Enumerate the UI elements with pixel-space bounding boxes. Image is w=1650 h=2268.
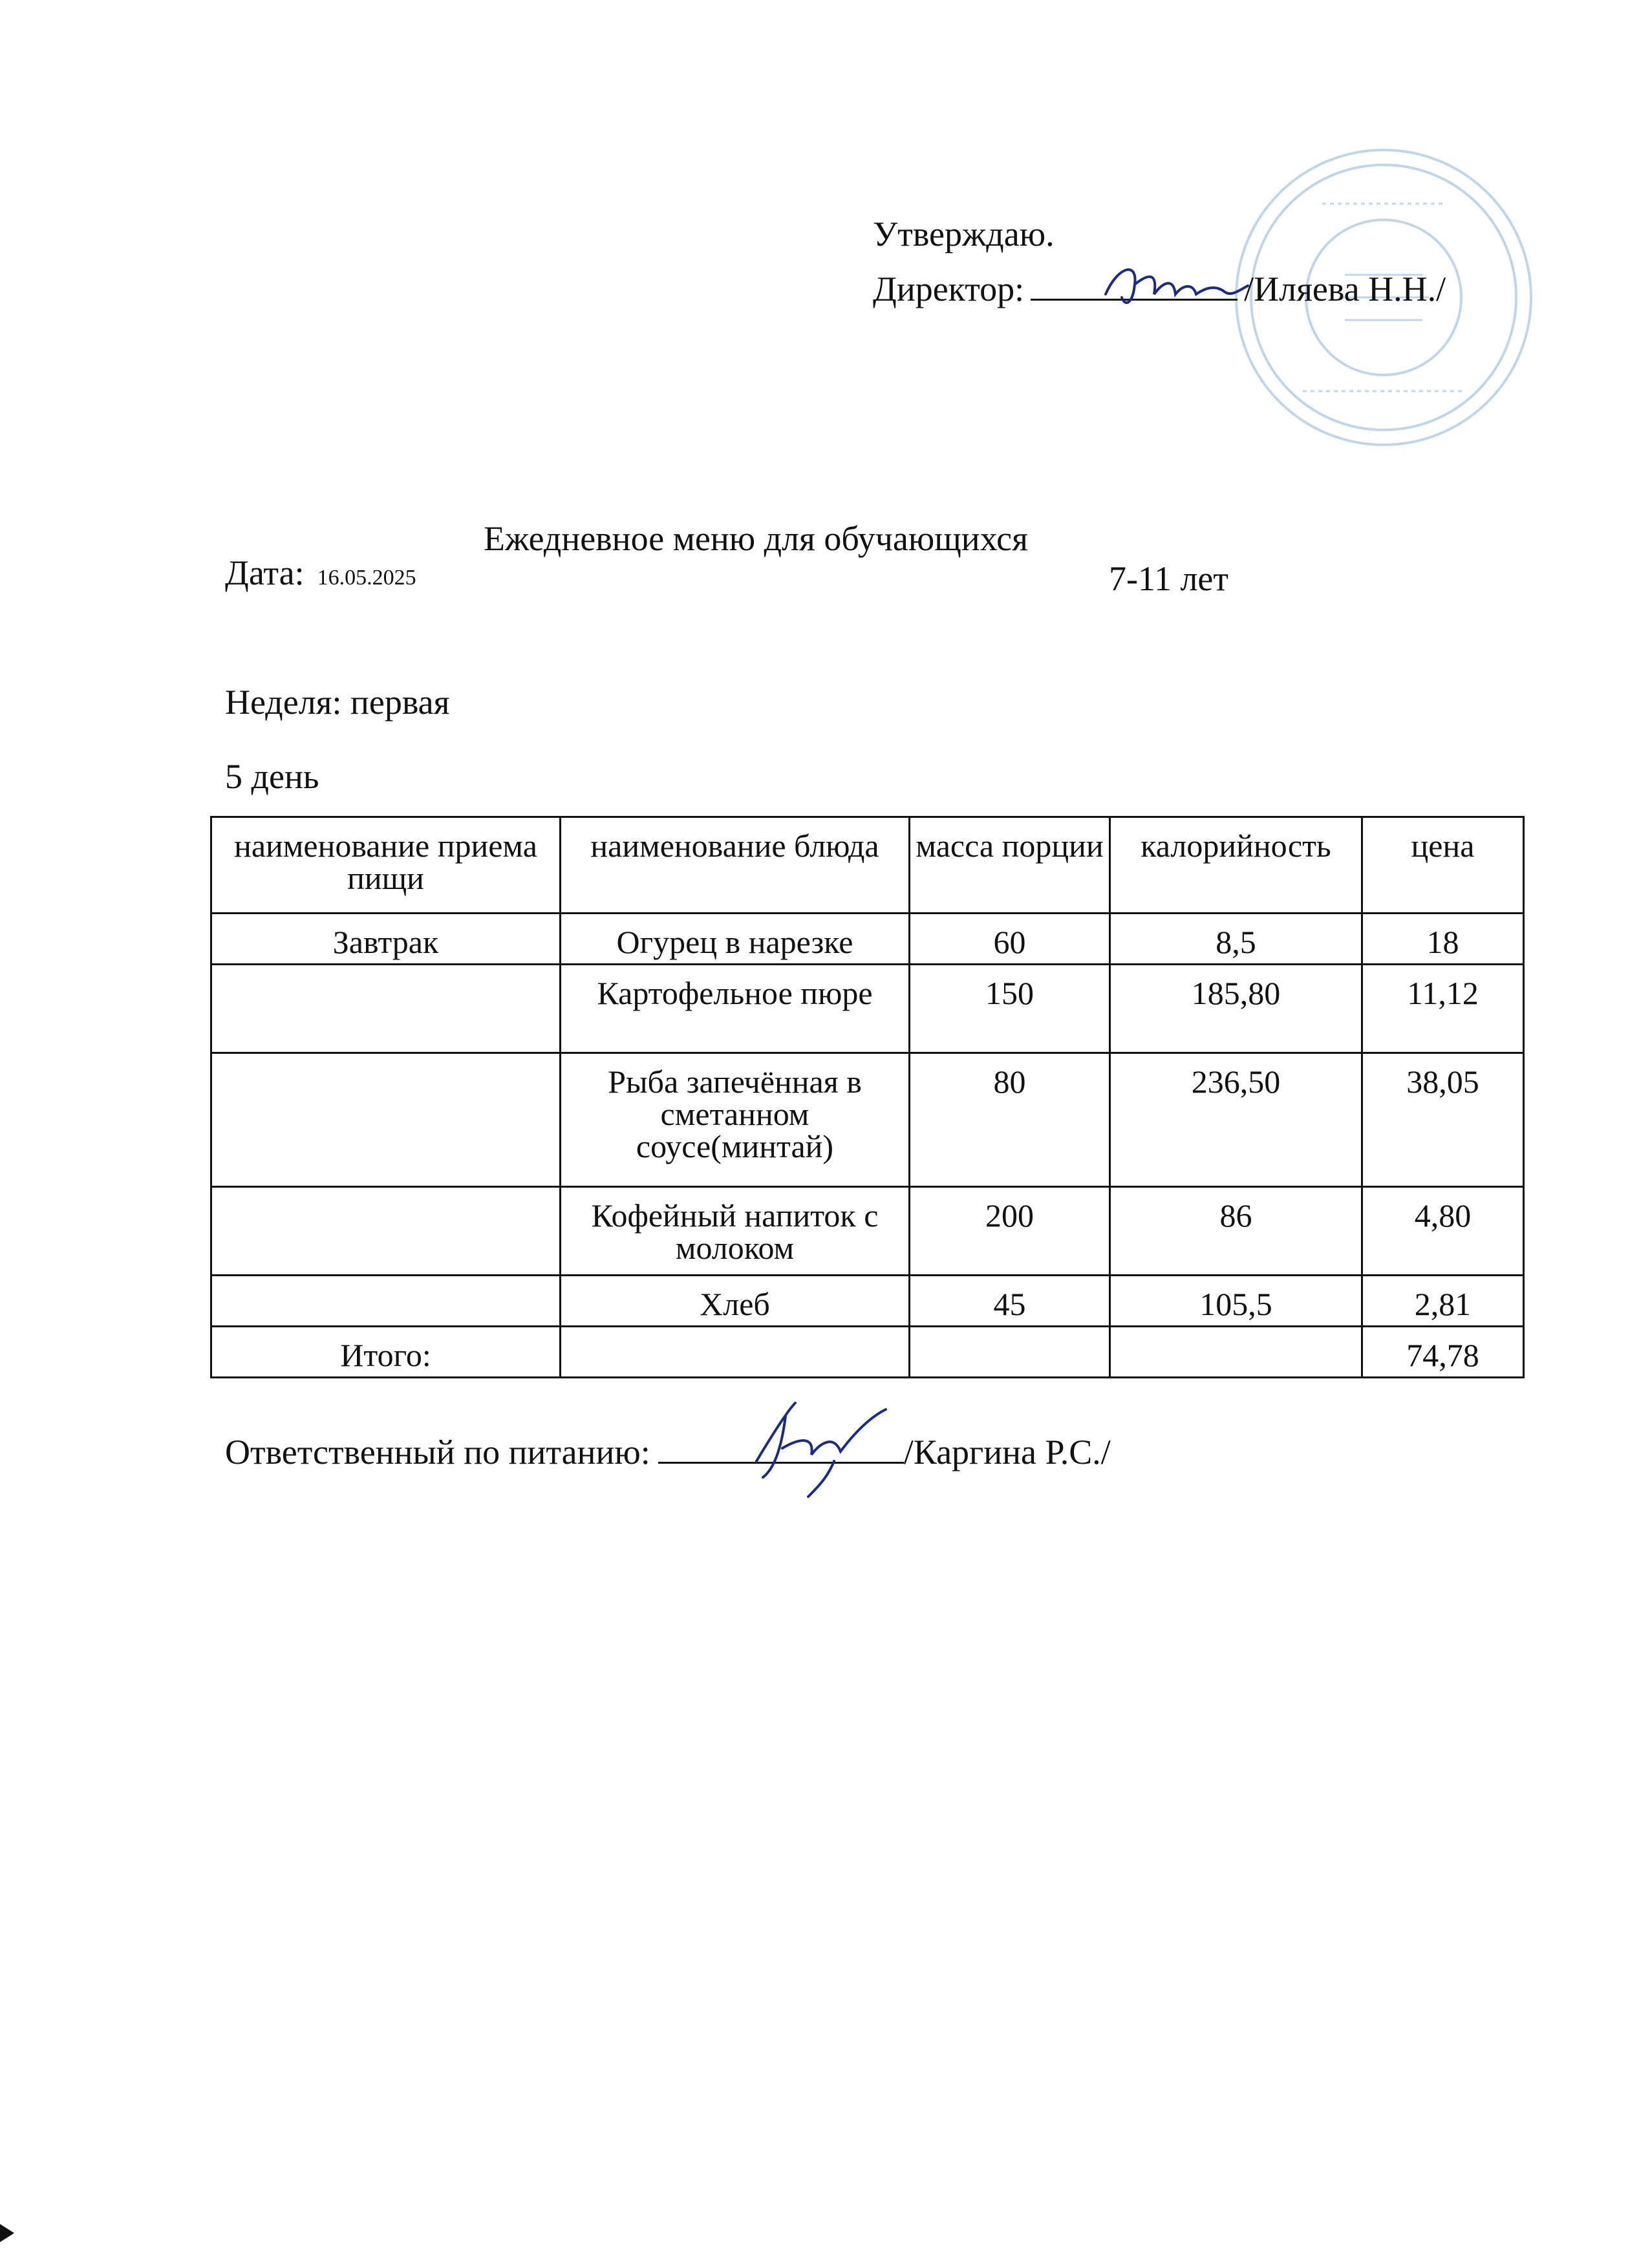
total-value: 74,78 <box>1362 1327 1524 1378</box>
cell-meal <box>211 1053 561 1187</box>
approval-heading: Утверждаю. <box>873 215 1055 253</box>
header-dish: наименование блюда <box>561 817 910 914</box>
cell-price: 11,12 <box>1362 965 1524 1053</box>
cell-price: 4,80 <box>1362 1187 1524 1276</box>
header-portion: масса порции <box>910 817 1110 914</box>
menu-table <box>210 816 1525 1378</box>
header-calories: калорийность <box>1110 817 1362 914</box>
cell-dish: Хлеб <box>561 1276 910 1327</box>
director-signature <box>1099 259 1254 317</box>
table-row <box>211 1276 1524 1327</box>
date-line <box>225 553 416 593</box>
director-label: Директор: <box>873 270 1025 308</box>
cell-portion: 45 <box>910 1276 1110 1327</box>
cell-dish: Рыба запечённая в сметанном соусе(минтай) <box>561 1053 910 1187</box>
table-row <box>211 965 1524 1053</box>
responsible-name: /Каргина Р.С./ <box>903 1433 1111 1471</box>
date-label: Дата: <box>225 553 305 592</box>
date-value: 16.05.2025 <box>317 566 416 590</box>
cell-portion: 200 <box>910 1187 1110 1276</box>
director-name: /Иляева Н.Н./ <box>1244 270 1446 308</box>
cell-dish: Огурец в нарезке <box>561 914 910 965</box>
cell-calories: 185,80 <box>1110 965 1362 1053</box>
total-empty-calories <box>1110 1327 1362 1378</box>
cell-price: 18 <box>1362 914 1524 965</box>
table-total-row <box>211 1327 1524 1378</box>
cell-calories: 105,5 <box>1110 1276 1362 1327</box>
cell-meal: Завтрак <box>211 914 561 965</box>
cell-meal <box>211 1187 561 1276</box>
cell-meal <box>211 965 561 1053</box>
cell-meal <box>211 1276 561 1327</box>
responsible-line <box>225 1432 1111 1472</box>
cell-calories: 8,5 <box>1110 914 1362 965</box>
table-row <box>211 1187 1524 1276</box>
responsible-label: Ответственный по питанию: <box>225 1433 650 1471</box>
document-title-age: 7-11 лет <box>1109 559 1228 598</box>
total-empty-dish <box>561 1327 910 1378</box>
table-header-row <box>211 817 1524 914</box>
table-row <box>211 1053 1524 1187</box>
cell-price: 38,05 <box>1362 1053 1524 1187</box>
week-line: Неделя: первая <box>225 683 450 722</box>
table-row <box>211 914 1524 965</box>
cell-portion: 60 <box>910 914 1110 965</box>
scan-corner-mark <box>0 2224 14 2242</box>
header-meal: наименование приема пищи <box>211 817 561 914</box>
cell-calories: 86 <box>1110 1187 1362 1276</box>
cell-portion: 80 <box>910 1053 1110 1187</box>
total-empty-portion <box>910 1327 1110 1378</box>
cell-price: 2,81 <box>1362 1276 1524 1327</box>
cell-calories: 236,50 <box>1110 1053 1362 1187</box>
cell-dish: Картофельное пюре <box>561 965 910 1053</box>
day-line: 5 день <box>225 757 319 796</box>
document-title-main: Ежедневное меню для обучающихся <box>484 519 1028 558</box>
total-label: Итого: <box>211 1327 561 1378</box>
cell-dish: Кофейный напиток с молоком <box>561 1187 910 1276</box>
cell-portion: 150 <box>910 965 1110 1053</box>
header-price: цена <box>1362 817 1524 914</box>
responsible-signature <box>737 1390 905 1500</box>
